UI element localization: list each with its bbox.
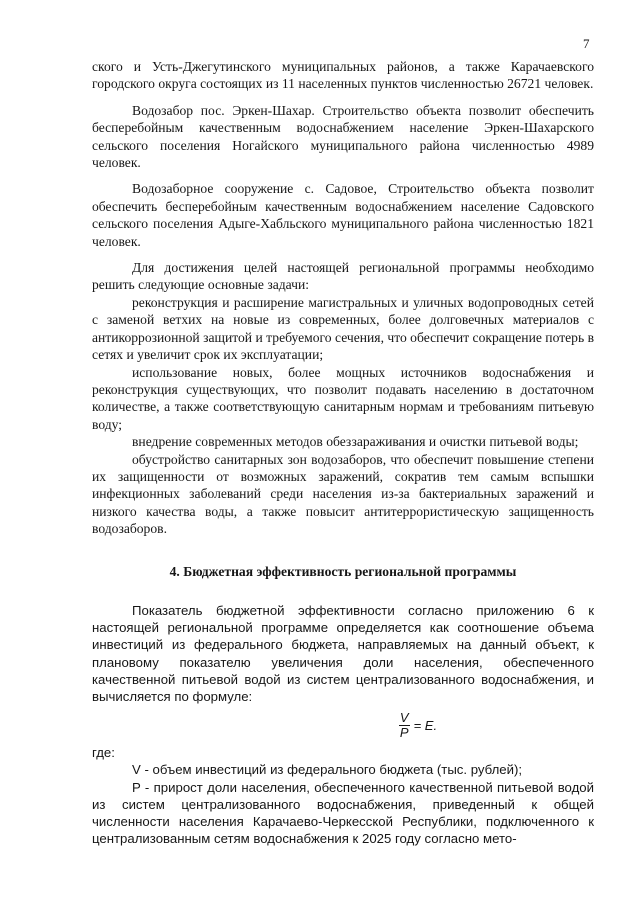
- formula-numerator: V: [399, 710, 409, 726]
- list-item-task-2: использование новых, более мощных источников водоснабжения и реконструкция существующих, что позволит подавать населению в достаточном количестве, а также соответствующую санитарным нормам и требованиям питьевую воду;: [92, 364, 594, 432]
- definition-p: P - прирост доли населения, обеспеченного качественной питьевой водой из систем централизованного водоснабжения, приведенный к общей численности населения Карачаево-Черкесской Республики, подключенного к централизованным сетям водоснабжения к 2025 году согласно мето-: [92, 779, 594, 847]
- formula-result: = E.: [413, 718, 438, 734]
- page-number: 7: [583, 36, 590, 51]
- where-label: где:: [92, 745, 115, 761]
- paragraph-budget-efficiency: Показатель бюджетной эффективности согласно приложению 6 к настоящей региональной программе определяется как соотношение объема инвестиций из федерального бюджета, направляемых на данный объект, к плановому показателю увеличения доли населения, обеспеченного качественной питьевой водой из систем централизованного водоснабжения, и вычисляется по формуле:: [92, 602, 594, 704]
- list-item-task-3: внедрение современных методов обеззараживания и очистки питьевой воды;: [132, 434, 579, 450]
- section-heading: 4. Бюджетная эффективность региональной программы: [169, 563, 517, 579]
- paragraph-goals: Для достижения целей настоящей региональной программы необходимо решить следующие основные задачи:: [92, 260, 594, 293]
- formula-denominator: P: [399, 725, 409, 741]
- formula: [242, 711, 594, 740]
- paragraph-erken-shahar: Водозабор пос. Эркен-Шахар. Строительство объекта позволит обеспечить бесперебойным качественным водоснабжением население Эркен-Шахарского сельского поселения Ногайского муниципального района численностью 4989 человек.: [92, 102, 594, 171]
- list-item-task-1: реконструкция и расширение магистральных и уличных водопроводных сетей с заменой ветхих на новые из современных, более долговечных материалов с антикоррозионной защитой и требуемого сечения, что обеспечит сокращение потерь в сетях и увеличит срок их эксплуатации;: [92, 294, 594, 363]
- formula-section: [92, 602, 594, 847]
- formula-fraction: [399, 711, 410, 740]
- list-item-task-4: обустройство санитарных зон водозаборов, что обеспечит повышение степени их защищенности от возможных заражений, сократив тем самым вспышки инфекционных заболеваний среди населения из-за бактериальных заражений и низкого качества воды, а также повысит антитеррористическую защищенность водозаборов.: [92, 451, 594, 537]
- paragraph-continuation: ского и Усть-Джегутинского муниципальных районов, а также Карачаевского городского округа состоящих из 11 населенных пунктов численностью 26721 человек.: [92, 59, 594, 92]
- paragraph-sadovoe: Водозаборное сооружение с. Садовое, Строительство объекта позволит обеспечить бесперебойным качественным водоснабжением население Садовского сельского поселения Адыге-Хабльского муниципального района численностью 1821 человек.: [92, 181, 594, 249]
- definition-v: V - объем инвестиций из федерального бюджета (тыс. рублей);: [132, 762, 523, 778]
- document-body: [92, 58, 594, 847]
